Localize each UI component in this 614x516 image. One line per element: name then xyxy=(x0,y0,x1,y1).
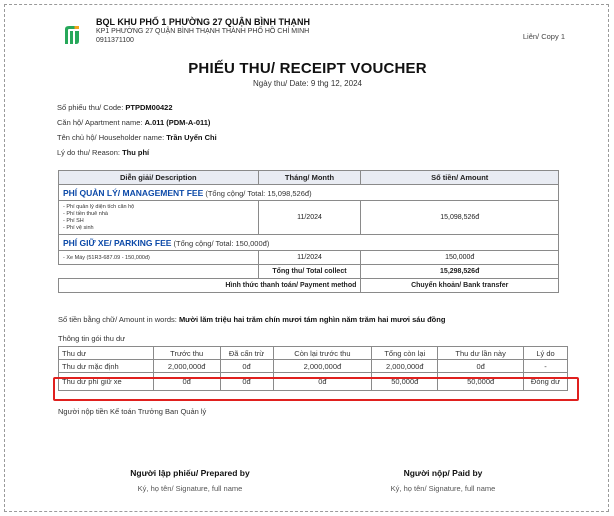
preparer-title: Người lập phiếu/ Prepared by xyxy=(130,468,250,478)
receipt-table-header xyxy=(59,171,559,185)
receipt-code-line xyxy=(57,103,173,112)
list-item: - Phí tiền thuê nhà xyxy=(63,210,108,217)
list-item: - Xe Máy (51R3-687.09 - 150,000đ) xyxy=(63,254,150,261)
receipt-date: Ngày thu/ Date: 9 thg 12, 2024 xyxy=(253,79,362,88)
table-cell: Thu dư mặc định xyxy=(59,360,154,373)
receipt-table xyxy=(58,170,559,293)
payer-signature xyxy=(323,468,563,493)
column-header: Lý do xyxy=(524,347,568,360)
fee-group-total-value: 15,098,526đ xyxy=(267,188,310,198)
table-row xyxy=(59,201,559,235)
table-cell: 0đ xyxy=(153,373,220,391)
receipt-page xyxy=(4,4,609,512)
prepaid-table-header xyxy=(59,347,568,360)
householder-line xyxy=(57,133,217,142)
fee-group-total-close: ) xyxy=(309,188,312,198)
table-cell: Thu dư phí giữ xe xyxy=(59,373,154,391)
table-cell: 2,000,000đ xyxy=(273,360,372,373)
signers-note: Người nộp tiền Kế toán Trưởng Ban Quản lý xyxy=(58,407,207,416)
code-value: PTPDM00422 xyxy=(125,103,173,112)
organization-logo-icon xyxy=(63,25,81,45)
reason-value: Thu phí xyxy=(122,148,150,157)
table-cell: - xyxy=(524,360,568,373)
fee-amount: 15,098,526đ xyxy=(361,201,559,235)
organization-info xyxy=(96,18,310,45)
table-cell: 2,000,000đ xyxy=(153,360,220,373)
preparer-subtitle: Ký, họ tên/ Signature, full name xyxy=(137,484,243,493)
table-cell: 50,000đ xyxy=(372,373,438,391)
payment-method-label: Hình thức thanh toán/ Payment method xyxy=(59,279,361,293)
table-cell: 0đ xyxy=(438,360,524,373)
column-header: Còn lại trước thu xyxy=(273,347,372,360)
table-row xyxy=(59,360,568,373)
organization-name: BQL KHU PHỐ 1 PHƯỜNG 27 QUẬN BÌNH THẠNH xyxy=(96,17,310,27)
fee-month: 11/2024 xyxy=(258,251,361,265)
amount-words-value: Mười lăm triệu hai trăm chín mươi tám nghìn năm trăm hai mươi sáu đồng xyxy=(178,315,446,324)
column-header: Thu dư xyxy=(59,347,154,360)
table-cell: 0đ xyxy=(220,373,273,391)
fee-group-header xyxy=(59,185,559,201)
list-item: - Phí vệ sinh xyxy=(63,224,94,231)
amount-in-words xyxy=(58,315,445,324)
apartment-value: A.011 (PDM-A-011) xyxy=(144,118,211,127)
reason-label: Lý do thu/ Reason: xyxy=(57,148,120,157)
payment-method-row xyxy=(59,279,559,293)
list-item: - Phí quản lý diện tích căn hộ xyxy=(63,203,135,210)
column-header: Tổng còn lại xyxy=(372,347,438,360)
document-title: PHIẾU THU/ RECEIPT VOUCHER xyxy=(188,60,427,77)
table-cell: Đóng dư xyxy=(524,373,568,391)
prepaid-info-title: Thông tin gói thu dư xyxy=(58,334,126,343)
total-collect-row xyxy=(59,265,559,279)
householder-label: Tên chủ hộ/ Householder name: xyxy=(57,133,165,142)
preparer-signature xyxy=(70,468,310,493)
table-cell: 2,000,000đ xyxy=(372,360,438,373)
column-header-amount: Số tiền/ Amount xyxy=(361,171,559,185)
fee-amount: 150,000đ xyxy=(361,251,559,265)
fee-group-title: PHÍ QUẢN LÝ/ MANAGEMENT FEE xyxy=(63,187,204,198)
column-header: Đã cấn trừ xyxy=(220,347,273,360)
column-header-description: Diễn giải/ Description xyxy=(59,171,259,185)
table-row xyxy=(59,251,559,265)
copy-label: Liên/ Copy 1 xyxy=(522,32,565,41)
column-header: Thu dư lần này xyxy=(438,347,524,360)
payment-method-value: Chuyển khoản/ Bank transfer xyxy=(361,279,559,293)
apartment-label: Căn hộ/ Apartment name: xyxy=(57,118,143,127)
organization-phone: 0911371100 xyxy=(96,37,134,44)
payer-subtitle: Ký, họ tên/ Signature, full name xyxy=(390,484,496,493)
reason-line xyxy=(57,148,149,157)
table-cell: 50,000đ xyxy=(438,373,524,391)
fee-group-total-label: (Tổng cộng/ Total: xyxy=(171,238,236,248)
list-item: - Phí SH xyxy=(63,217,84,224)
total-collect-label: Tổng thu/ Total collect xyxy=(258,265,361,279)
householder-value: Trần Uyển Chi xyxy=(166,133,217,142)
code-label: Số phiếu thu/ Code: xyxy=(57,103,124,112)
column-header: Trước thu xyxy=(153,347,220,360)
fee-group-header xyxy=(59,235,559,251)
fee-group-title: PHÍ GIỮ XE/ PARKING FEE xyxy=(63,237,172,248)
column-header-month: Tháng/ Month xyxy=(258,171,361,185)
fee-group-total-value: 150,000đ xyxy=(235,238,267,248)
total-collect-value: 15,298,526đ xyxy=(361,265,559,279)
organization-address: KP1 PHƯỜNG 27 QUẬN BÌNH THẠNH THÀNH PHỐ HỒ CHÍ MINH xyxy=(96,28,310,35)
fee-group-total-close: ) xyxy=(266,238,270,248)
table-cell: 0đ xyxy=(220,360,273,373)
apartment-line xyxy=(57,118,210,127)
fee-group-total-label: (Tổng cộng/ Total: xyxy=(203,188,268,198)
fee-item-list xyxy=(59,201,259,235)
amount-words-label: Số tiền bằng chữ/ Amount in words: xyxy=(58,315,177,324)
table-cell: 0đ xyxy=(273,373,372,391)
fee-month: 11/2024 xyxy=(258,201,361,235)
highlight-box xyxy=(53,377,579,401)
payer-title: Người nộp/ Paid by xyxy=(403,468,483,478)
